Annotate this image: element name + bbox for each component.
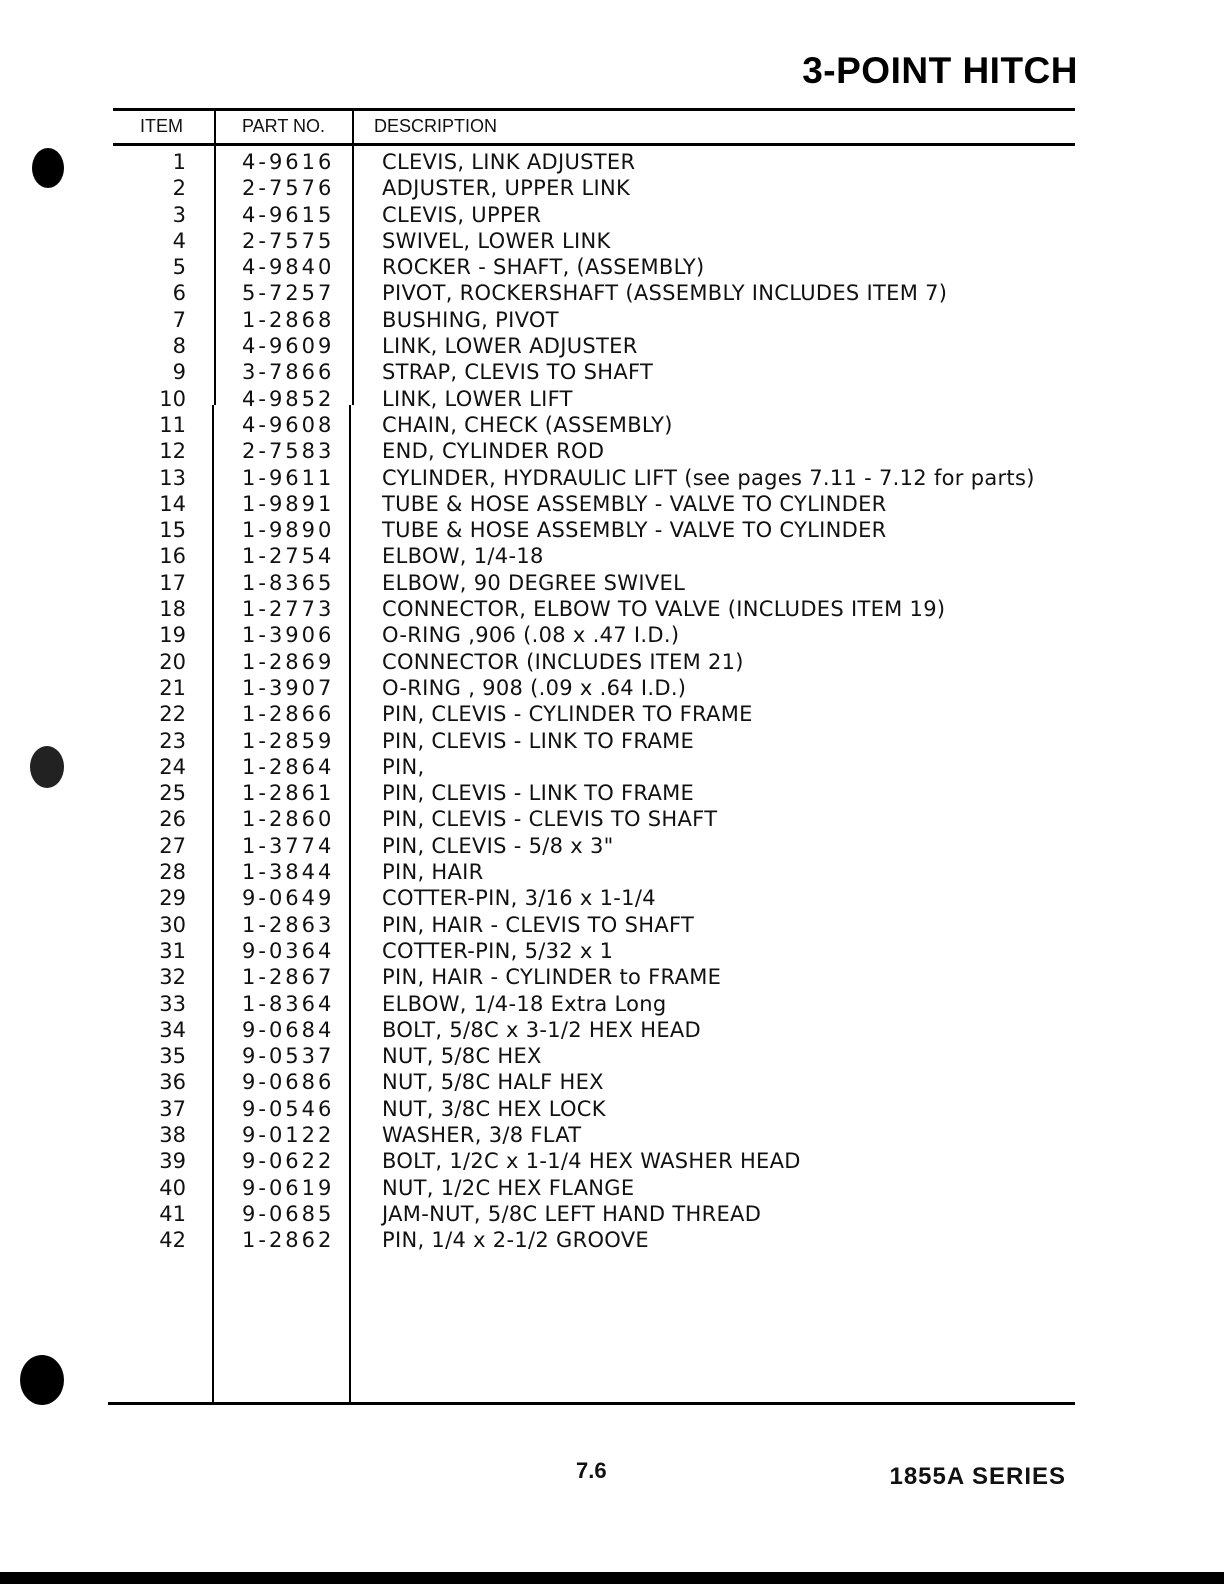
- table-row: [0, 675, 1224, 701]
- table-row: [0, 964, 1224, 990]
- part-description: SWIVEL, LOWER LINK: [382, 228, 611, 253]
- table-row: [0, 780, 1224, 806]
- item-number: 39: [159, 1149, 186, 1174]
- part-number: 1-2864: [242, 754, 335, 779]
- item-number: 32: [159, 965, 186, 990]
- item-number: 9: [172, 360, 186, 385]
- table-row: [0, 885, 1224, 911]
- table-row: [0, 359, 1224, 385]
- table-row: [0, 1122, 1224, 1148]
- part-description: PIN, HAIR: [382, 860, 484, 885]
- item-number: 28: [159, 860, 186, 885]
- page-title: 3-POINT HITCH: [802, 50, 1078, 91]
- part-number: 1-2867: [242, 965, 335, 990]
- part-description: LINK, LOWER LIFT: [382, 386, 573, 411]
- item-number: 35: [159, 1044, 186, 1069]
- part-description: O-RING ,906 (.08 x .47 I.D.): [382, 623, 680, 648]
- item-number: 21: [159, 675, 186, 700]
- part-description: ROCKER - SHAFT, (ASSEMBLY): [382, 255, 705, 280]
- table-row: [0, 1043, 1224, 1069]
- part-number: 2-7576: [242, 176, 335, 201]
- part-description: ELBOW, 90 DEGREE SWIVEL: [382, 570, 686, 595]
- item-number: 1: [172, 150, 186, 174]
- part-number: 9-0122: [242, 1122, 335, 1147]
- table-row: [0, 701, 1224, 727]
- part-description: PIN,: [382, 754, 425, 779]
- part-description: CYLINDER, HYDRAULIC LIFT (see pages 7.11 - 7.12 for parts): [382, 465, 1035, 490]
- part-number: 1-2754: [242, 544, 335, 569]
- table-row: [0, 307, 1224, 333]
- part-number: 3-7866: [242, 360, 335, 385]
- part-number: 4-9852: [242, 386, 335, 411]
- table-top-rule: [113, 108, 1075, 111]
- part-number: 2-7583: [242, 439, 335, 464]
- part-number: 4-9616: [242, 150, 335, 174]
- part-description: COTTER-PIN, 3/16 x 1-1/4: [382, 886, 656, 911]
- table-row: [0, 202, 1224, 228]
- item-number: 7: [172, 307, 186, 332]
- part-description: NUT, 5/8C HEX: [382, 1044, 542, 1069]
- part-number: 1-3906: [242, 623, 335, 648]
- parts-table-body: [0, 149, 1224, 1253]
- table-row: [0, 1069, 1224, 1095]
- item-number: 15: [159, 518, 186, 543]
- item-number: 11: [159, 412, 186, 437]
- item-number: 38: [159, 1122, 186, 1147]
- item-number: 16: [159, 544, 186, 569]
- part-description: PIN, CLEVIS - LINK TO FRAME: [382, 781, 695, 806]
- table-row: [0, 254, 1224, 280]
- item-number: 36: [159, 1070, 186, 1095]
- punch-hole: [20, 1355, 64, 1405]
- table-row: [0, 280, 1224, 306]
- part-number: 9-0649: [242, 886, 335, 911]
- scan-edge: [0, 1572, 1224, 1584]
- column-header-item: ITEM: [140, 116, 183, 136]
- item-number: 40: [159, 1175, 186, 1200]
- table-row: [0, 570, 1224, 596]
- part-description: COTTER-PIN, 5/32 x 1: [382, 938, 614, 963]
- table-row: [0, 175, 1224, 201]
- part-description: PIN, 1/4 x 2-1/2 GROOVE: [382, 1228, 649, 1253]
- item-number: 3: [172, 202, 186, 227]
- part-number: 1-2862: [242, 1228, 335, 1253]
- item-number: 25: [159, 781, 186, 806]
- item-number: 31: [159, 938, 186, 963]
- part-description: PIN, CLEVIS - CLEVIS TO SHAFT: [382, 807, 718, 832]
- part-number: 1-3844: [242, 860, 335, 885]
- part-description: PIN, CLEVIS - 5/8 x 3": [382, 833, 614, 858]
- table-row: [0, 833, 1224, 859]
- table-row: [0, 806, 1224, 832]
- item-number: 4: [172, 228, 186, 253]
- part-number: 9-0537: [242, 1044, 335, 1069]
- part-description: JAM-NUT, 5/8C LEFT HAND THREAD: [382, 1201, 762, 1226]
- table-row: [0, 465, 1224, 491]
- column-header-part-no: PART NO.: [242, 116, 326, 136]
- part-number: 1-2860: [242, 807, 335, 832]
- part-description: CHAIN, CHECK (ASSEMBLY): [382, 412, 673, 437]
- table-row: [0, 754, 1224, 780]
- item-number: 29: [159, 886, 186, 911]
- part-description: BOLT, 5/8C x 3-1/2 HEX HEAD: [382, 1017, 702, 1042]
- table-row: [0, 517, 1224, 543]
- part-number: 9-0685: [242, 1201, 335, 1226]
- part-number: 9-0686: [242, 1070, 335, 1095]
- item-number: 20: [159, 649, 186, 674]
- table-row: [0, 1201, 1224, 1227]
- part-number: 9-0364: [242, 938, 335, 963]
- part-description: ADJUSTER, UPPER LINK: [382, 176, 631, 201]
- part-number: 1-8364: [242, 991, 335, 1016]
- part-description: CONNECTOR, ELBOW TO VALVE (INCLUDES ITEM 19): [382, 597, 946, 622]
- part-description: PIVOT, ROCKERSHAFT (ASSEMBLY INCLUDES ITEM 7): [382, 281, 948, 306]
- table-row: [0, 728, 1224, 754]
- part-number: 1-2869: [242, 649, 335, 674]
- part-number: 1-2863: [242, 912, 335, 937]
- table-row: [0, 438, 1224, 464]
- table-row: [0, 1148, 1224, 1174]
- series-label: 1855A SERIES: [889, 1463, 1066, 1490]
- item-number: 23: [159, 728, 186, 753]
- part-description: PIN, HAIR - CYLINDER to FRAME: [382, 965, 722, 990]
- part-number: 9-0619: [242, 1175, 335, 1200]
- table-row: [0, 622, 1224, 648]
- item-number: 17: [159, 570, 186, 595]
- part-number: 4-9608: [242, 412, 335, 437]
- page-number: 7.6: [576, 1458, 607, 1483]
- part-description: BUSHING, PIVOT: [382, 307, 559, 332]
- item-number: 42: [159, 1228, 186, 1253]
- part-description: WASHER, 3/8 FLAT: [382, 1122, 582, 1147]
- item-number: 37: [159, 1096, 186, 1121]
- part-number: 1-9890: [242, 518, 335, 543]
- table-row: [0, 649, 1224, 675]
- table-row: [0, 491, 1224, 517]
- part-number: 5-7257: [242, 281, 335, 306]
- table-row: [0, 1017, 1224, 1043]
- part-number: 4-9615: [242, 202, 335, 227]
- part-description: ELBOW, 1/4-18: [382, 544, 544, 569]
- table-row: [0, 912, 1224, 938]
- item-number: 5: [172, 255, 186, 280]
- part-number: 9-0546: [242, 1096, 335, 1121]
- item-number: 30: [159, 912, 186, 937]
- item-number: 2: [172, 176, 186, 201]
- table-row: [0, 333, 1224, 359]
- item-number: 18: [159, 597, 186, 622]
- item-number: 8: [172, 334, 186, 359]
- part-description: NUT, 1/2C HEX FLANGE: [382, 1175, 635, 1200]
- part-number: 1-9611: [242, 465, 335, 490]
- part-description: NUT, 3/8C HEX LOCK: [382, 1096, 606, 1121]
- table-row: [0, 596, 1224, 622]
- part-number: 1-8365: [242, 570, 335, 595]
- part-description: TUBE & HOSE ASSEMBLY - VALVE TO CYLINDER: [382, 491, 887, 516]
- item-number: 26: [159, 807, 186, 832]
- part-number: 9-0684: [242, 1017, 335, 1042]
- part-description: BOLT, 1/2C x 1-1/4 HEX WASHER HEAD: [382, 1149, 801, 1174]
- part-number: 2-7575: [242, 228, 335, 253]
- part-description: CONNECTOR (INCLUDES ITEM 21): [382, 649, 744, 674]
- table-row: [0, 1227, 1224, 1253]
- item-number: 22: [159, 702, 186, 727]
- part-description: END, CYLINDER ROD: [382, 439, 605, 464]
- part-number: 1-2866: [242, 702, 335, 727]
- part-description: PIN, CLEVIS - CYLINDER TO FRAME: [382, 702, 753, 727]
- item-number: 34: [159, 1017, 186, 1042]
- item-number: 27: [159, 833, 186, 858]
- part-description: ELBOW, 1/4-18 Extra Long: [382, 991, 667, 1016]
- table-bottom-rule: [108, 1402, 1075, 1405]
- table-row: [0, 1096, 1224, 1122]
- part-description: O-RING , 908 (.09 x .64 I.D.): [382, 675, 687, 700]
- item-number: 41: [159, 1201, 186, 1226]
- item-number: 33: [159, 991, 186, 1016]
- part-description: NUT, 5/8C HALF HEX: [382, 1070, 604, 1095]
- part-number: 1-3774: [242, 833, 335, 858]
- part-description: CLEVIS, UPPER: [382, 202, 542, 227]
- part-number: 1-9891: [242, 491, 335, 516]
- table-row: [0, 412, 1224, 438]
- table-row: [0, 543, 1224, 569]
- part-number: 4-9840: [242, 255, 335, 280]
- item-number: 14: [159, 491, 186, 516]
- part-number: 9-0622: [242, 1149, 335, 1174]
- part-number: 4-9609: [242, 334, 335, 359]
- item-number: 10: [159, 386, 186, 411]
- item-number: 24: [159, 754, 186, 779]
- table-row: [0, 149, 1224, 175]
- item-number: 13: [159, 465, 186, 490]
- item-number: 19: [159, 623, 186, 648]
- part-description: TUBE & HOSE ASSEMBLY - VALVE TO CYLINDER: [382, 518, 887, 543]
- part-number: 1-2773: [242, 597, 335, 622]
- table-row: [0, 386, 1224, 412]
- part-description: PIN, HAIR - CLEVIS TO SHAFT: [382, 912, 695, 937]
- table-row: [0, 938, 1224, 964]
- part-number: 1-2859: [242, 728, 335, 753]
- part-description: CLEVIS, LINK ADJUSTER: [382, 150, 636, 174]
- part-description: LINK, LOWER ADJUSTER: [382, 334, 638, 359]
- item-number: 6: [172, 281, 186, 306]
- part-description: STRAP, CLEVIS TO SHAFT: [382, 360, 654, 385]
- item-number: 12: [159, 439, 186, 464]
- part-number: 1-2868: [242, 307, 335, 332]
- table-row: [0, 859, 1224, 885]
- table-header-rule: [113, 143, 1075, 146]
- table-row: [0, 991, 1224, 1017]
- part-number: 1-2861: [242, 781, 335, 806]
- part-number: 1-3907: [242, 675, 335, 700]
- part-description: PIN, CLEVIS - LINK TO FRAME: [382, 728, 695, 753]
- column-header-description: DESCRIPTION: [374, 116, 498, 136]
- table-row: [0, 228, 1224, 254]
- table-row: [0, 1175, 1224, 1201]
